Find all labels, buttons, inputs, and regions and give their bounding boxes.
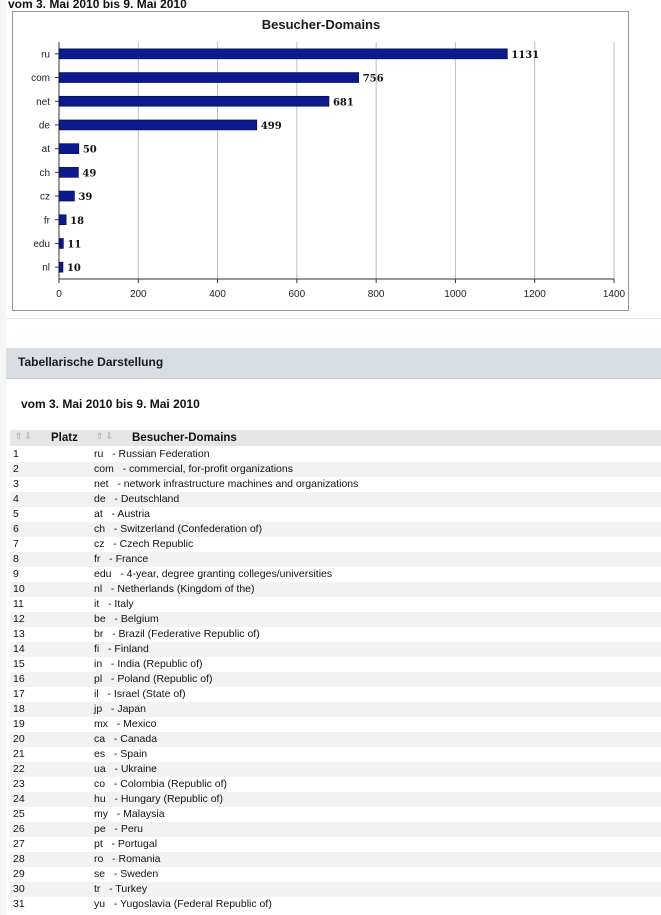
table-row: [10, 477, 661, 492]
table-row: [10, 777, 661, 792]
table-row: [10, 597, 661, 612]
y-tick-label: de: [38, 120, 50, 132]
date-range-table: vom 3. Mai 2010 bis 9. Mai 2010: [21, 397, 200, 411]
rank-cell: 5: [13, 508, 19, 520]
chart-title: Besucher-Domains: [261, 17, 381, 32]
page-left-margin: [0, 0, 6, 915]
sort-rank-icon[interactable]: ⇧⇩: [15, 431, 35, 441]
table-row: [10, 492, 661, 507]
section-title: Tabellarische Darstellung: [18, 355, 164, 369]
table-row: [10, 537, 661, 552]
table-row: [10, 702, 661, 717]
data-label: 49: [82, 168, 97, 180]
domain-cell: br - Brazil (Federative Republic of): [94, 628, 260, 640]
rank-cell: 9: [13, 568, 19, 580]
domain-cell: se - Sweden: [94, 868, 159, 880]
domain-table-body: [10, 447, 661, 912]
domain-cell: in - India (Republic of): [94, 658, 203, 670]
domain-cell: com - commercial, for-profit organizations: [94, 463, 293, 475]
rank-cell: 20: [13, 733, 25, 745]
bar-nl: [59, 262, 63, 272]
domain-cell: yu - Yugoslavia (Federal Republic of): [94, 898, 272, 910]
rank-cell: 28: [13, 853, 25, 865]
x-tick-label: 800: [367, 289, 385, 300]
y-tick-label: fr: [43, 215, 50, 227]
bar-net: [59, 96, 329, 106]
table-row: [10, 762, 661, 777]
data-label: 756: [362, 73, 384, 85]
rank-cell: 30: [13, 883, 25, 895]
table-row: [10, 897, 661, 912]
bar-edu: [59, 238, 63, 248]
domain-cell: pe - Peru: [94, 823, 144, 835]
domain-cell: mx - Mexico: [94, 718, 157, 730]
table-row: [10, 567, 661, 582]
bar-fr: [59, 215, 66, 225]
domain-cell: de - Deutschland: [94, 493, 180, 505]
bar-at: [59, 144, 79, 154]
rank-cell: 19: [13, 718, 25, 730]
table-row: [10, 687, 661, 702]
x-tick-label: 0: [56, 289, 62, 300]
domain-cell: edu - 4-year, degree granting colleges/universities: [94, 568, 333, 580]
table-row: [10, 717, 661, 732]
column-header-rank[interactable]: Platz: [51, 432, 78, 444]
domain-cell: fi - Finland: [94, 643, 149, 655]
table-row: [10, 522, 661, 537]
domain-cell: it - Italy: [94, 598, 134, 610]
rank-cell: 6: [13, 523, 19, 535]
rank-cell: 18: [13, 703, 25, 715]
bar-com: [59, 73, 359, 83]
bar-ch: [59, 167, 78, 177]
domain-cell: pt - Portugal: [94, 838, 158, 850]
rank-cell: 10: [13, 583, 25, 595]
y-tick-label: cz: [40, 191, 50, 203]
x-tick-label: 1200: [523, 289, 546, 300]
domain-cell: ro - Romania: [94, 853, 161, 865]
table-row: [10, 612, 661, 627]
bar-de: [59, 120, 257, 130]
table-row: [10, 867, 661, 882]
x-tick-label: 1000: [444, 289, 467, 300]
rank-cell: 7: [13, 538, 19, 550]
domain-cell: fr - France: [94, 553, 149, 565]
domain-cell: tr - Turkey: [94, 883, 148, 895]
data-label: 499: [260, 120, 282, 132]
table-row: [10, 642, 661, 657]
date-range-top: vom 3. Mai 2010 bis 9. Mai 2010: [8, 0, 187, 11]
y-tick-label: net: [36, 96, 50, 108]
rank-cell: 1: [13, 448, 19, 460]
rank-cell: 12: [13, 613, 25, 625]
domain-cell: be - Belgium: [94, 613, 159, 625]
bar-cz: [59, 191, 74, 201]
table-row: [10, 792, 661, 807]
table-row: [10, 807, 661, 822]
x-tick-label: 1400: [602, 289, 626, 300]
rank-cell: 27: [13, 838, 25, 850]
table-row: [10, 627, 661, 642]
table-row: [10, 672, 661, 687]
domain-cell: pl - Poland (Republic of): [94, 673, 213, 685]
rank-cell: 17: [13, 688, 25, 700]
domain-cell: at - Austria: [94, 508, 151, 520]
table-row: [10, 552, 661, 567]
domain-cell: il - Israel (State of): [94, 688, 186, 700]
y-tick-label: nl: [42, 262, 50, 274]
domain-cell: ch - Switzerland (Confederation of): [94, 523, 263, 535]
data-label: 1131: [511, 49, 540, 61]
domain-cell: ca - Canada: [94, 733, 158, 745]
data-label: 10: [66, 263, 81, 275]
table-row: [10, 582, 661, 597]
rank-cell: 8: [13, 553, 19, 565]
y-tick-label: ch: [39, 167, 50, 179]
domain-cell: cz - Czech Republic: [94, 538, 194, 550]
domain-cell: net - network infrastructure machines and organizations: [94, 478, 359, 490]
table-row: [10, 657, 661, 672]
domain-cell: hu - Hungary (Republic of): [94, 793, 223, 805]
rank-cell: 31: [13, 898, 25, 910]
sort-domain-icon[interactable]: ⇧⇩: [96, 431, 116, 441]
domain-cell: ru - Russian Federation: [94, 448, 210, 460]
rank-cell: 15: [13, 658, 25, 670]
data-label: 50: [82, 144, 97, 156]
chart-panel: [12, 11, 629, 311]
table-row: [10, 462, 661, 477]
rank-cell: 23: [13, 778, 25, 790]
section-header: [6, 348, 661, 379]
domain-cell: es - Spain: [94, 748, 148, 760]
y-tick-label: ru: [41, 49, 50, 61]
table-row: [10, 882, 661, 897]
data-label: 681: [332, 97, 354, 109]
data-label: 11: [67, 239, 82, 251]
rank-cell: 13: [13, 628, 25, 640]
rank-cell: 11: [13, 598, 24, 610]
rank-cell: 3: [13, 478, 19, 490]
rank-cell: 4: [13, 493, 19, 505]
domain-cell: my - Malaysia: [94, 808, 165, 820]
table-row: [10, 447, 661, 462]
table-row: [10, 747, 661, 762]
rank-cell: 22: [13, 763, 25, 775]
data-label: 18: [70, 215, 85, 227]
domain-cell: co - Colombia (Republic of): [94, 778, 228, 790]
y-tick-label: edu: [33, 238, 50, 250]
domain-cell: jp - Japan: [94, 703, 146, 715]
x-tick-label: 400: [209, 289, 226, 300]
rank-cell: 29: [13, 868, 25, 880]
y-tick-label: com: [31, 73, 50, 85]
table-row: [10, 732, 661, 747]
rank-cell: 26: [13, 823, 25, 835]
rank-cell: 25: [13, 808, 25, 820]
section-spacer: [6, 318, 661, 349]
table-row: [10, 822, 661, 837]
x-tick-label: 600: [288, 289, 306, 300]
table-row: [10, 837, 661, 852]
rank-cell: 14: [13, 643, 25, 655]
data-label: 39: [78, 192, 93, 204]
rank-cell: 21: [13, 748, 25, 760]
table-row: [10, 507, 661, 522]
domain-cell: ua - Ukraine: [94, 763, 158, 775]
x-tick-label: 200: [129, 289, 147, 300]
rank-cell: 16: [13, 673, 25, 685]
rank-cell: 2: [13, 463, 19, 475]
table-header: [10, 430, 661, 446]
bar-chart: [13, 12, 630, 312]
table-row: [10, 852, 661, 867]
domain-cell: nl - Netherlands (Kingdom of the): [94, 583, 255, 595]
column-header-domain[interactable]: Besucher-Domains: [132, 432, 237, 444]
y-tick-label: at: [41, 144, 50, 156]
rank-cell: 24: [13, 793, 25, 805]
bar-ru: [59, 49, 507, 59]
